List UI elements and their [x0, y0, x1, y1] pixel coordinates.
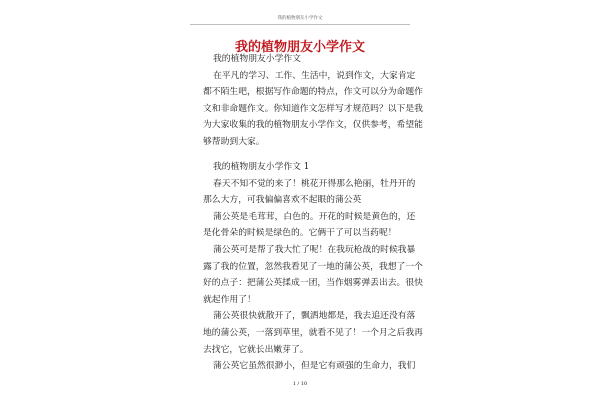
- page-number: 1 / 10: [292, 381, 308, 387]
- intro-line: 为大家收集的我的植物朋友小学作文，仅供参考，希望能: [203, 120, 423, 131]
- document-title: 我的植物朋友小学作文: [234, 40, 365, 55]
- essay-line: 蒲公英可是帮了我大忙了呢！在我玩枪战的时候我暴: [213, 244, 416, 255]
- essay-line: 地的蒲公英，一落到草里，就看不见了！一个月之后我再: [203, 327, 423, 338]
- essay-line: 蒲公英它虽然很渺小，但是它有顽强的生命力，我们: [213, 361, 416, 372]
- essay-line: 露了我的位置，忽然我看见了一地的蒲公英，我想了一个: [203, 261, 423, 272]
- essay-line: 好的点子：把蒲公英揉成一团，当作烟雾弹丢出去。很快: [203, 278, 423, 289]
- essay-line: 蒲公英很快就散开了，飘洒地都是，我去追还没有落: [213, 311, 416, 322]
- essay-line: 去找它，它就长出嫩芽了。: [203, 344, 309, 355]
- essay-line: 蒲公英是毛茸茸，白色的。开花的时候是黄色的，还: [213, 211, 416, 222]
- intro-section: [203, 51, 423, 151]
- essay-line: 就起作用了！: [203, 294, 256, 305]
- intro-line: 文和非命题作文。你知道作文怎样写才规范吗？以下是我: [203, 103, 423, 114]
- essay-section: [203, 159, 423, 375]
- intro-line: 在平凡的学习、工作、生活中，说到作文，大家肯定: [213, 70, 416, 81]
- essay-line: 是化骨朵的时候是绿色的。它俩干了可以当药呢！: [203, 228, 397, 239]
- running-header: 我的植物朋友小学作文: [277, 16, 323, 21]
- intro-line: 够帮助到大家。: [203, 136, 265, 147]
- intro-subtitle: 我的植物朋友小学作文: [213, 54, 301, 64]
- intro-line: 都不陌生吧，根据写作命题的特点，作文可以分为命题作: [203, 87, 423, 98]
- header-divider: [190, 24, 410, 25]
- essay-line: 那么大方，可我偏偏喜欢不起眼的蒲公英: [203, 195, 362, 206]
- essay-line: 春天不知不觉的来了！桃花开得那么艳丽，牡丹开的: [213, 178, 416, 189]
- essay-heading: 我的植物朋友小学作文 1: [213, 162, 310, 172]
